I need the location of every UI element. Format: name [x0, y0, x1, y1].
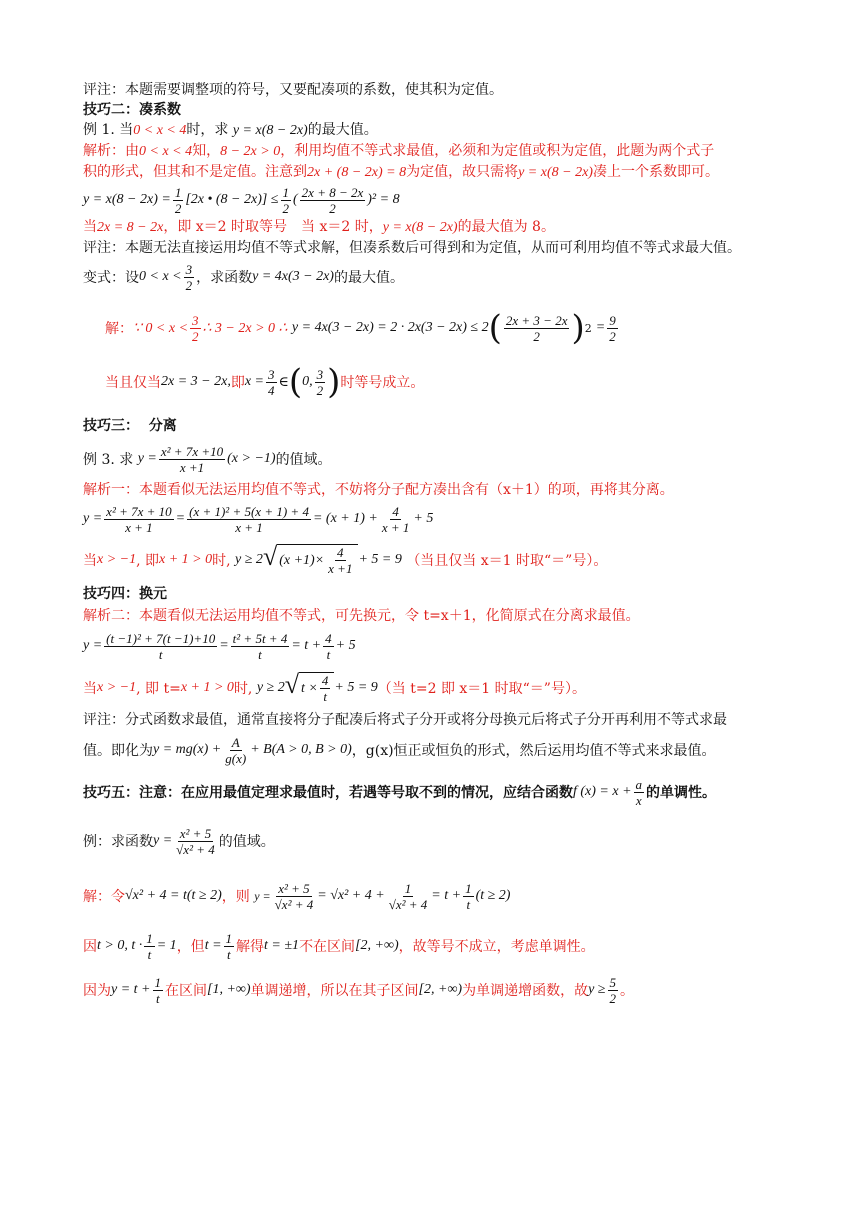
- example-5: 例：求函数 y = $\frac{\text{x² + 5}}{\text{√x² + 4}}$ 的值域。: [83, 825, 275, 857]
- comment-line-1: 评注：本题需要调整项的符号，又要配凑项的系数，使其积为定值。: [83, 82, 503, 98]
- comment-line-2: 评注：本题无法直接运用均值不等式求解，但凑系数后可得到和为定值，从而可利用均值不等式求最大值。: [83, 240, 741, 256]
- analysis-one: 解析一：本题看似无法运用均值不等式，不妨将分子配方凑出含有（x＋1）的项，再将其分离。: [83, 482, 674, 498]
- variant-problem: 变式：设 0 < x < $\frac{3}{2}$ ，求函数 y = 4x(3 − 2x) 的最大值。: [83, 261, 404, 293]
- equation-separation: y = $\frac{\text{x² + 7x + 10}}{x + 1}$ = $\frac{\text{(x + 1)² + 5(x + 1) + 4}}{x + 1}$ = (x + 1) + $\frac{4}{x + 1}$ + 5: [83, 503, 434, 535]
- equation-substitution: y = $\frac{\text{(t −1)² + 7(t −1)+10}}{t}$ = $\frac{\text{t² + 5t + 4}}{t}$ = t + $\frac{4}{t}$ + 5: [83, 630, 356, 662]
- comment-line-3: 评注：分式函数求最值，通常直接将分子配凑后将式子分开或将分母换元后将式子分开再利用不等式求最: [83, 712, 727, 728]
- example-3: 例 3. 求 y = $\frac{\text{x² + 7x +10}}{x +1}$ (x > −1) 的值域。: [83, 443, 332, 475]
- analysis-line-1: 解析：由0 < x < 4知，8 − 2x > 0，利用均值不等式求最值，必须和为定值或积为定值，此题为两个式子: [83, 143, 715, 159]
- section-heading-3: 技巧三： 分离: [83, 418, 177, 434]
- section-heading-5: 技巧五：注意：在应用最值定理求最值时，若遇等号取不到的情况，应结合函数 f (x) = x + $\frac{a}{x}$ 的单调性。: [83, 776, 717, 808]
- comment-line-4: 值。即化为 y = mg(x) + $\frac{A}{g(x)}$ + B(A > 0, B > 0) ，g(x)恒正或恒负的形式，然后运用均值不等式来求最值。: [83, 734, 716, 766]
- equation-1: y = x(8 − 2x) = $\frac{1}{2}$ [2x • (8 − 2x)] ≤ $\frac{1}{2}$ ( $\frac{2x + 8 - 2x}{2}$ )² = 8: [83, 184, 400, 216]
- example-5-reason: 因 t > 0, t · $\frac{1}{t}$ = 1 ，但 t = $\frac{1}{t}$ 解得 t = ±1 不在区间 [2, +∞) ，故等号不成立，考虑单调性。: [83, 930, 595, 962]
- section-heading-4: 技巧四：换元: [83, 586, 167, 602]
- substitution-result: 当 x > −1 , 即 t= x + 1 > 0 时, y ≥ 2 √ t × $\frac{4}{t}$ + 5 = 9 （当 t=2 即 x＝1 时取“＝”号）。: [83, 670, 586, 704]
- analysis-line-2: 积的形式，但其和不是定值。注意到2x + (8 − 2x) = 8为定值，故只需将y = x(8 − 2x)凑上一个系数即可。: [83, 164, 719, 180]
- equality-condition-1: 当2x = 8 − 2x，即 x＝2 时取等号 当 x＝2 时，y = x(8 − 2x)的最大值为 8。: [83, 219, 555, 235]
- separation-result: 当 x > −1 , 即 x + 1 > 0 时, y ≥ 2 √ (x +1)× $\frac{4}{x +1}$ + 5 = 9 （当且仅当 x＝1 时取“＝”号）。: [83, 542, 608, 576]
- section-heading-2: 技巧二：凑系数: [83, 102, 181, 118]
- example-1: 例 1. 当0 < x < 4时，求 y = x(8 − 2x)的最大值。: [83, 122, 378, 138]
- variant-equality-condition: 当且仅当 2x = 3 − 2x, 即 x = $\frac{3}{4}$ ∈ ( 0, $\frac{3}{2}$ ) 时等号成立。: [105, 362, 425, 402]
- analysis-two: 解析二：本题看似无法运用均值不等式，可先换元，令 t=x＋1，化简原式在分离求最值。: [83, 608, 640, 624]
- document-page: [83, 80, 793, 1012]
- example-5-conclusion: 因为 y = t + $\frac{1}{t}$ 在区间 [1, +∞) 单调递增，所以在其子区间 [2, +∞) 为单调递增函数，故 y ≥ $\frac{5}{2}$ 。: [83, 974, 634, 1006]
- example-5-solution: 解：令 √x² + 4 = t(t ≥ 2) ，则 y = $\frac{\text{x² + 5}}{\text{√x² + 4}}$ = √x² + 4 + $\frac{1}{\text{√x² + 4}}$ = t + $\frac{1}{t}$ (t ≥ 2): [83, 880, 511, 912]
- variant-solution: 解： ∵ 0 < x < $\frac{3}{2}$ ∴ 3 − 2x > 0 ∴ y = 4x(3 − 2x) = 2 · 2x(3 − 2x) ≤ 2 ( $\frac{2x + 3 - 2x}{2}$ ) 2 = $\frac{9}{2}$: [105, 308, 616, 348]
